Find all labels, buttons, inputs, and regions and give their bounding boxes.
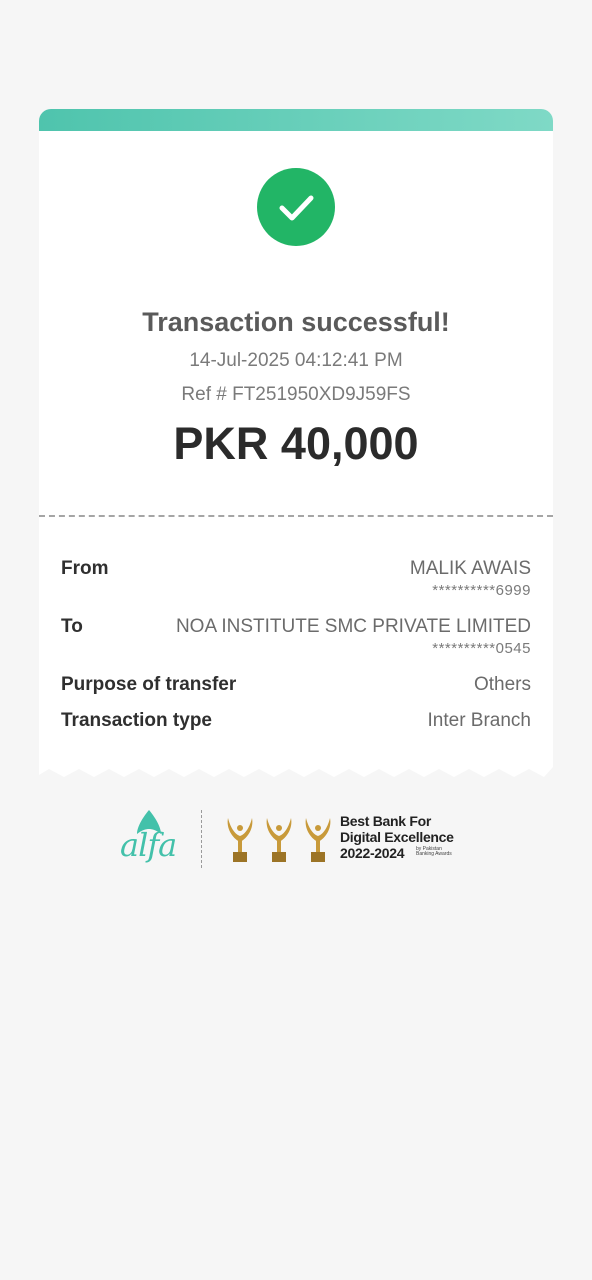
- success-check-icon: [257, 168, 335, 246]
- purpose-value: Others: [473, 674, 531, 695]
- to-name: NOA INSTITUTE SMC PRIVATE LIMITED: [175, 616, 531, 637]
- transaction-type-value: Inter Branch: [427, 710, 531, 731]
- receipt-header-bar: [39, 109, 553, 131]
- trophy-icon: [306, 818, 331, 862]
- receipt-torn-edge: [39, 767, 553, 779]
- transaction-amount: PKR 40,000: [173, 418, 419, 469]
- award-line-2: Digital Excellence: [340, 829, 454, 845]
- trophy-icon: [267, 818, 292, 862]
- purpose-label: Purpose of transfer: [61, 674, 237, 695]
- transaction-status-title: Transaction successful!: [142, 307, 450, 337]
- award-line-1: Best Bank For: [340, 813, 432, 829]
- to-account: **********0545: [432, 640, 531, 657]
- dashed-divider: [39, 515, 553, 517]
- transaction-receipt: [39, 109, 553, 779]
- award-trophies: [222, 812, 338, 873]
- branding-footer: [118, 806, 478, 872]
- to-label: To: [61, 616, 83, 637]
- award-line-3: 2022-2024: [340, 845, 405, 861]
- trophy-icon: [228, 818, 253, 862]
- award-by-text: by Pakistan Banking Awards: [416, 846, 452, 857]
- from-account: **********6999: [432, 582, 531, 599]
- from-name: MALIK AWAIS: [409, 558, 531, 579]
- transaction-datetime: 14-Jul-2025 04:12:41 PM: [189, 350, 403, 371]
- transaction-reference: Ref # FT251950XD9J59FS: [181, 384, 411, 405]
- transaction-type-label: Transaction type: [61, 710, 212, 731]
- branding-separator: [201, 810, 202, 868]
- from-label: From: [61, 558, 109, 579]
- receipt-card: [39, 131, 553, 767]
- alfa-logo-text: alfa: [120, 826, 177, 864]
